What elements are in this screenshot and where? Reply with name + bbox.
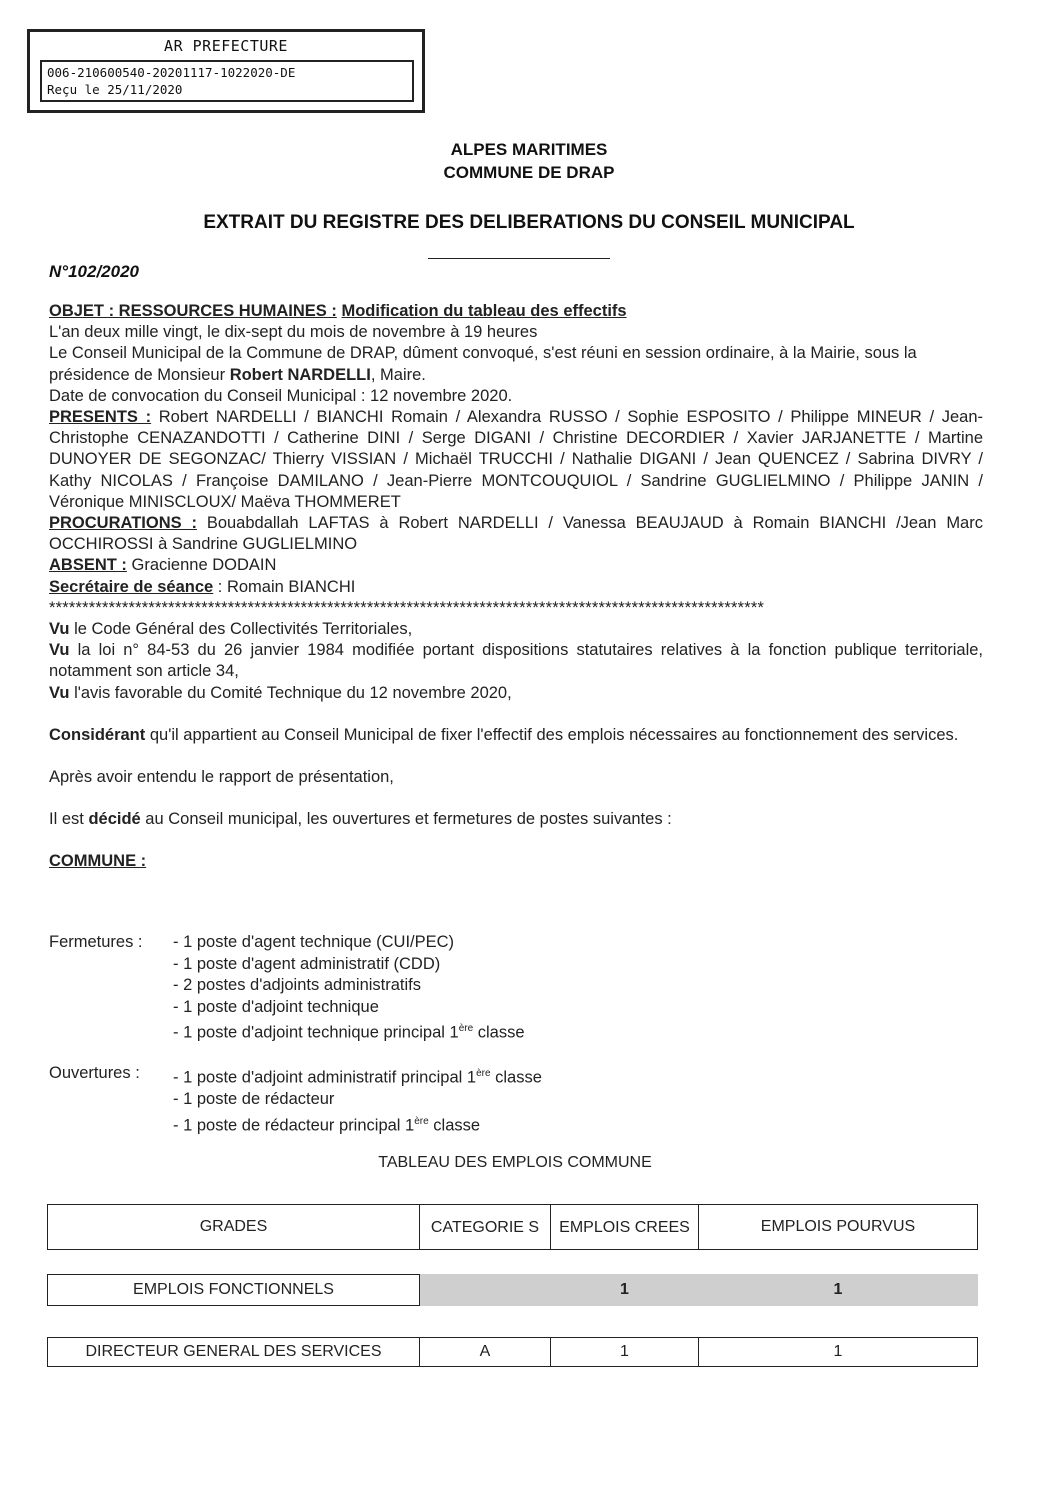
commune-heading: COMMUNE DE DRAP (443, 163, 615, 182)
president-title: , Maire. (370, 365, 426, 384)
header-emplois-crees: EMPLOIS CREES (551, 1205, 699, 1250)
vu-code (49, 619, 983, 640)
presents-label: PRESENTS : (49, 408, 152, 427)
absent-label: ABSENT : (49, 556, 127, 575)
secretaire-line (49, 577, 983, 598)
table-title: TABLEAU DES EMPLOIS COMMUNE (378, 1154, 652, 1171)
rapport-line: Après avoir entendu le rapport de présentation, (49, 768, 394, 787)
decide-line (49, 809, 983, 830)
objet-text: Modification du tableau des effectifs (341, 302, 627, 320)
superscript: ère (458, 1023, 474, 1034)
stamp-reference: 006-210600540-20201117-1022020-DE (47, 65, 296, 80)
objet-label: OBJET : RESSOURCES HUMAINES : (49, 302, 337, 320)
considerant-paragraph (49, 725, 983, 746)
prefecture-stamp (27, 29, 425, 113)
commune-section-heading: COMMUNE : (49, 852, 147, 871)
vu-text: le Code Général des Collectivités Territoriales, (69, 620, 413, 639)
superscript: ère (476, 1068, 491, 1079)
group-categorie (420, 1275, 551, 1306)
list-item (173, 1111, 773, 1137)
president-name: Robert NARDELLI (229, 365, 371, 384)
list-item-suffix: classe (490, 1068, 542, 1087)
procurations-paragraph (49, 513, 983, 555)
session-description (49, 343, 983, 385)
row-grade: DIRECTEUR GENERAL DES SERVICES (48, 1338, 420, 1367)
table-row (47, 1337, 978, 1367)
list-item-suffix: classe (473, 1023, 525, 1042)
stamp-details (40, 60, 414, 102)
list-item-text: - 1 poste d'adjoint administratif principal 1 (173, 1068, 477, 1087)
ouvertures-list (173, 1063, 773, 1137)
list-item (173, 1018, 773, 1044)
row-emplois-crees: 1 (551, 1338, 699, 1367)
document-title: EXTRAIT DU REGISTRE DES DELIBERATIONS DU CONSEIL MUNICIPAL (203, 212, 855, 233)
stamp-title: AR PREFECTURE (164, 37, 288, 55)
objet-line (49, 301, 983, 322)
fermetures-list (173, 932, 773, 1044)
convocation-date: Date de convocation du Conseil Municipal : 12 novembre 2020. (49, 386, 513, 405)
considerant-word: Considérant (49, 725, 146, 744)
absent-line (49, 555, 983, 576)
header-categories: CATEGORIE S (420, 1205, 551, 1250)
department-heading: ALPES MARITIMES (450, 140, 608, 159)
row-emplois-pourvus: 1 (699, 1338, 978, 1367)
secretaire-label: Secrétaire de séance (49, 577, 214, 596)
deliberation-number: N°102/2020 (49, 262, 139, 281)
header-grades: GRADES (48, 1205, 420, 1250)
vu-word: Vu (49, 620, 70, 639)
session-date: L'an deux mille vingt, le dix-sept du mois de novembre à 19 heures (49, 323, 538, 342)
deliberation-body (49, 301, 983, 873)
table-group-row (47, 1274, 978, 1306)
stamp-received-date: Reçu le 25/11/2020 (47, 82, 183, 97)
list-item-text: - 1 poste de rédacteur principal 1 (173, 1116, 415, 1134)
absent-name: Gracienne DODAIN (126, 556, 277, 575)
list-item: - 1 poste d'agent administratif (CDD) (173, 954, 441, 973)
header-emplois-pourvus: EMPLOIS POURVUS (699, 1205, 978, 1250)
decide-prefix: Il est (49, 810, 89, 829)
group-emplois-pourvus: 1 (699, 1275, 978, 1306)
session-text: Le Conseil Municipal de la Commune de DRAP, dûment convoqué, s'est réuni en session ordinaire, à la Mairie, sous la présidence de Monsieur (49, 344, 917, 384)
vu-word: Vu (49, 683, 70, 702)
list-item: - 1 poste d'adjoint technique (173, 997, 379, 1016)
list-item (173, 1063, 773, 1089)
presents-paragraph (49, 407, 983, 513)
vu-word: Vu (49, 641, 70, 660)
group-grade: EMPLOIS FONCTIONNELS (48, 1275, 420, 1306)
fermetures-label: Fermetures : (49, 933, 143, 951)
list-item: - 1 poste de rédacteur (173, 1090, 335, 1108)
vu-avis (49, 683, 983, 704)
vu-text: la loi n° 84-53 du 26 janvier 1984 modifiée portant dispositions statutaires relatives à la fonction publique territoriale, notamment son article 34, (49, 641, 983, 681)
group-emplois-crees: 1 (551, 1275, 699, 1306)
secretaire-name: : Romain BIANCHI (213, 577, 356, 596)
title-divider (428, 258, 610, 259)
decide-suffix: au Conseil municipal, les ouvertures et fermetures de postes suivantes : (140, 810, 672, 829)
vu-text: l'avis favorable du Comité Technique du 12 novembre 2020, (69, 683, 512, 702)
procurations-list: Bouabdallah LAFTAS à Robert NARDELLI / Vanessa BEAUJAUD à Romain BIANCHI /Jean Marc OCCHIROSSI à Sandrine GUGLIELMINO (49, 514, 983, 554)
list-item-suffix: classe (428, 1116, 481, 1134)
table-header (47, 1204, 978, 1250)
vu-loi (49, 640, 983, 682)
list-item: - 2 postes d'adjoints administratifs (173, 976, 422, 994)
decide-word: décidé (88, 810, 141, 829)
list-item: - 1 poste d'agent technique (CUI/PEC) (173, 933, 455, 951)
procurations-label: PROCURATIONS : (49, 514, 197, 533)
list-item-text: - 1 poste d'adjoint technique principal 1 (173, 1023, 459, 1042)
ouvertures-label: Ouvertures : (49, 1064, 140, 1082)
presents-list: Robert NARDELLI / BIANCHI Romain / Alexandra RUSSO / Sophie ESPOSITO / Philippe MINEUR / Jean-Christophe CENAZANDOTTI / Catherine DINI / Serge DIGANI / Christine DECORDIER / Xavier JARJANETTE / Martine DUNOYER DE SEGONZAC/ Thierry VISSIAN / Michaël TRUCCHI / Nathalie DIGANI / Jean QUENCEZ / Sabrina DIVRY / Kathy NICOLAS / Françoise DAMILANO / Jean-Pierre MONTCOUQUIOL / Sandrine GUGLIELMINO / Philippe JANIN / Véronique MINISCLOUX/ Maëva THOMMERET (49, 408, 983, 511)
separator-line: ************************************************************************************************************ (49, 598, 765, 617)
considerant-text: qu'il appartient au Conseil Municipal de fixer l'effectif des emplois nécessaires au fonctionnement des services. (145, 725, 959, 744)
row-categorie: A (420, 1338, 551, 1367)
superscript: ère (414, 1115, 429, 1127)
